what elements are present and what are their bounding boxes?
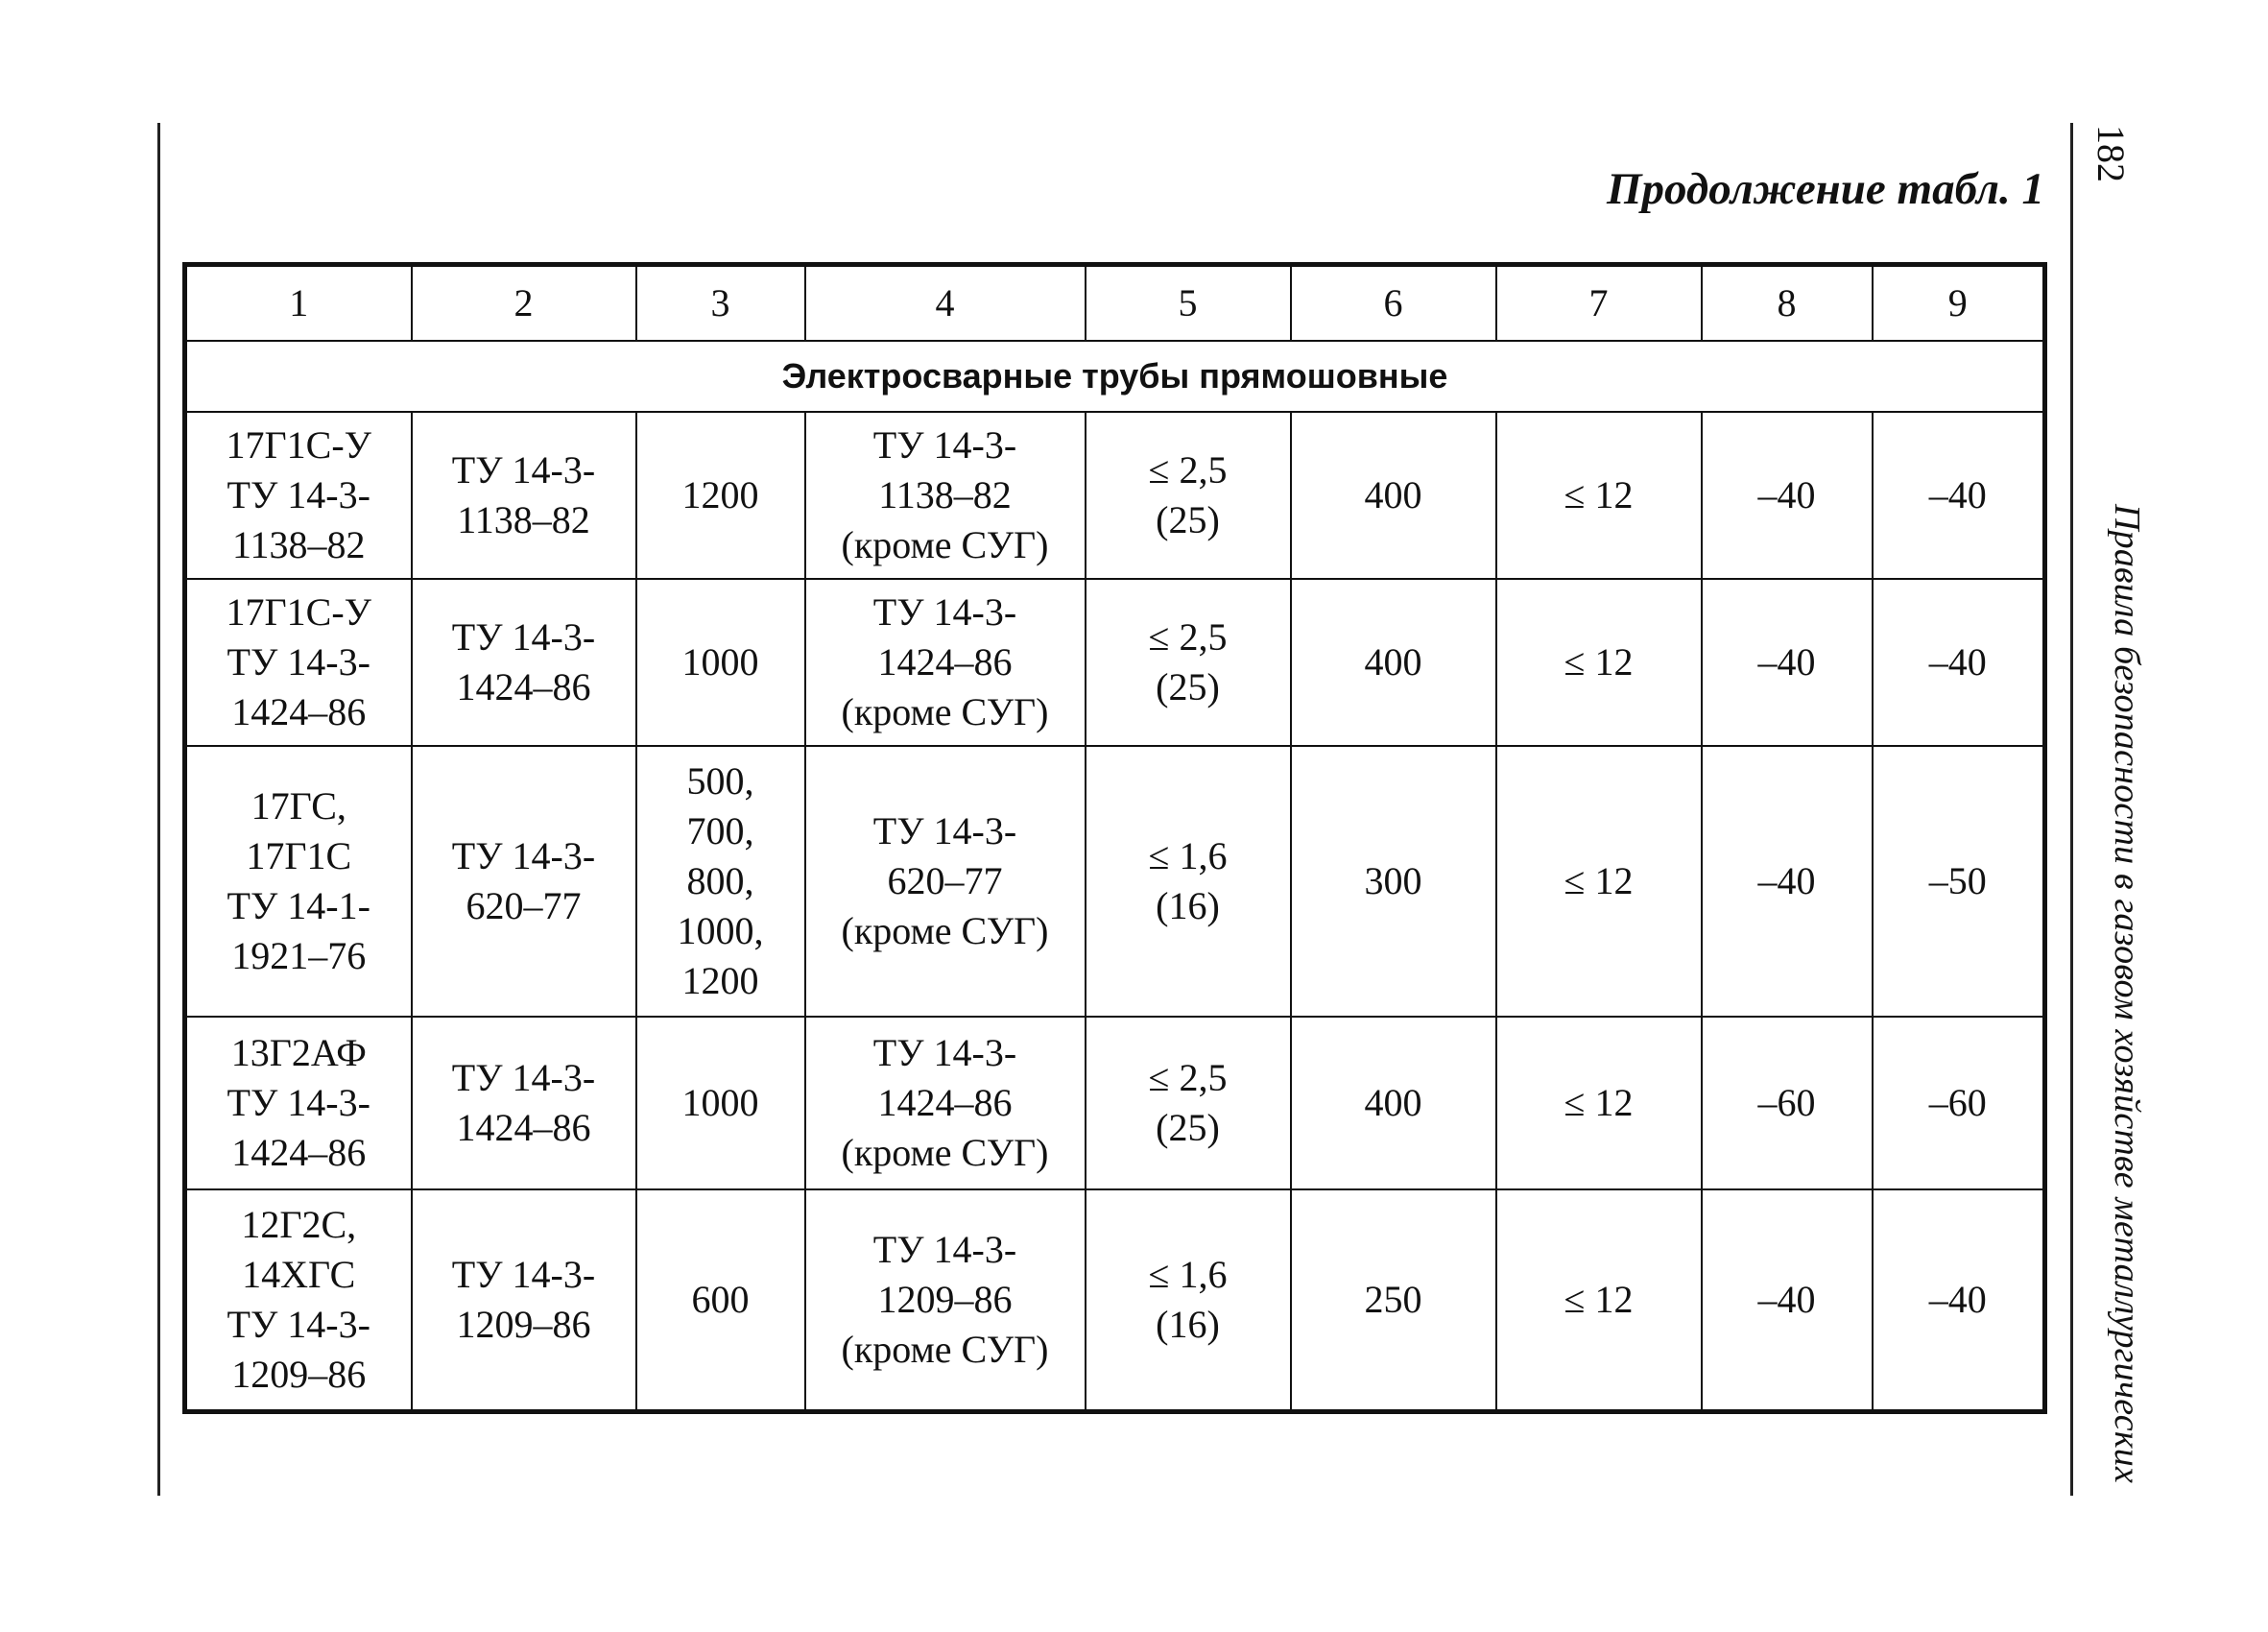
steel-grade-cell: 17Г1С-У ТУ 14-3- 1424–86: [185, 579, 412, 746]
spec-cell: ТУ 14-3- 1424–86 (кроме СУГ): [805, 579, 1086, 746]
diameter-cell: 1200: [636, 412, 805, 579]
right-margin-rule: [2070, 123, 2073, 1496]
diameter-cell: 1000: [636, 579, 805, 746]
left-margin-rule: [157, 123, 160, 1496]
diameter-cell: 600: [636, 1189, 805, 1412]
column-number: 6: [1291, 265, 1496, 342]
table-row: [185, 412, 2045, 579]
table-cell: –40: [1702, 579, 1873, 746]
table-cell: ≤ 12: [1496, 1017, 1702, 1189]
table-cell: 400: [1291, 1017, 1496, 1189]
column-number: 2: [412, 265, 636, 342]
pipe-table: [182, 262, 2047, 1414]
table-cell: –40: [1873, 579, 2045, 746]
table-cell: ≤ 12: [1496, 579, 1702, 746]
table-row: [185, 746, 2045, 1017]
table-cell: ≤ 12: [1496, 746, 1702, 1017]
spec-cell: ТУ 14-3- 1209–86 (кроме СУГ): [805, 1189, 1086, 1412]
steel-grade-cell: 12Г2С, 14ХГС ТУ 14-3- 1209–86: [185, 1189, 412, 1412]
diameter-cell: 1000: [636, 1017, 805, 1189]
pressure-cell: ≤ 2,5 (25): [1086, 412, 1291, 579]
column-number: 4: [805, 265, 1086, 342]
section-title: Электросварные трубы прямошовные: [185, 341, 2045, 412]
standard-cell: ТУ 14-3- 1209–86: [412, 1189, 636, 1412]
column-number: 5: [1086, 265, 1291, 342]
table-caption: Продолжение табл. 1: [1606, 164, 2044, 214]
column-number: 1: [185, 265, 412, 342]
table-cell: ≤ 12: [1496, 1189, 1702, 1412]
table-cell: ≤ 12: [1496, 412, 1702, 579]
section-row: [185, 341, 2045, 412]
standard-cell: ТУ 14-3- 1424–86: [412, 1017, 636, 1189]
pressure-cell: ≤ 2,5 (25): [1086, 1017, 1291, 1189]
table-cell: –60: [1702, 1017, 1873, 1189]
page-number: 182: [2089, 125, 2133, 182]
table-cell: –40: [1873, 412, 2045, 579]
standard-cell: ТУ 14-3- 1138–82: [412, 412, 636, 579]
column-number: 8: [1702, 265, 1873, 342]
steel-grade-cell: 17ГС, 17Г1С ТУ 14-1- 1921–76: [185, 746, 412, 1017]
table-cell: –40: [1873, 1189, 2045, 1412]
pressure-cell: ≤ 2,5 (25): [1086, 579, 1291, 746]
column-number: 9: [1873, 265, 2045, 342]
pressure-cell: ≤ 1,6 (16): [1086, 1189, 1291, 1412]
table-cell: –40: [1702, 746, 1873, 1017]
table-row: [185, 1189, 2045, 1412]
table-cell: 250: [1291, 1189, 1496, 1412]
steel-grade-cell: 17Г1С-У ТУ 14-3- 1138–82: [185, 412, 412, 579]
standard-cell: ТУ 14-3- 1424–86: [412, 579, 636, 746]
steel-grade-cell: 13Г2АФ ТУ 14-3- 1424–86: [185, 1017, 412, 1189]
spec-cell: ТУ 14-3- 1424–86 (кроме СУГ): [805, 1017, 1086, 1189]
spec-cell: ТУ 14-3- 620–77 (кроме СУГ): [805, 746, 1086, 1017]
table-cell: 400: [1291, 579, 1496, 746]
table-row: [185, 579, 2045, 746]
table-cell: –40: [1702, 412, 1873, 579]
column-number-row: [185, 265, 2045, 342]
table-cell: –60: [1873, 1017, 2045, 1189]
table-cell: 400: [1291, 412, 1496, 579]
standard-cell: ТУ 14-3- 620–77: [412, 746, 636, 1017]
table-cell: 300: [1291, 746, 1496, 1017]
column-number: 7: [1496, 265, 1702, 342]
spec-cell: ТУ 14-3- 1138–82 (кроме СУГ): [805, 412, 1086, 579]
diameter-cell: 500, 700, 800, 1000, 1200: [636, 746, 805, 1017]
table-cell: –40: [1702, 1189, 1873, 1412]
running-head: Правила безопасности в газовом хозяйстве металлургических: [2107, 504, 2147, 1484]
column-number: 3: [636, 265, 805, 342]
table-cell: –50: [1873, 746, 2045, 1017]
pressure-cell: ≤ 1,6 (16): [1086, 746, 1291, 1017]
table-row: [185, 1017, 2045, 1189]
